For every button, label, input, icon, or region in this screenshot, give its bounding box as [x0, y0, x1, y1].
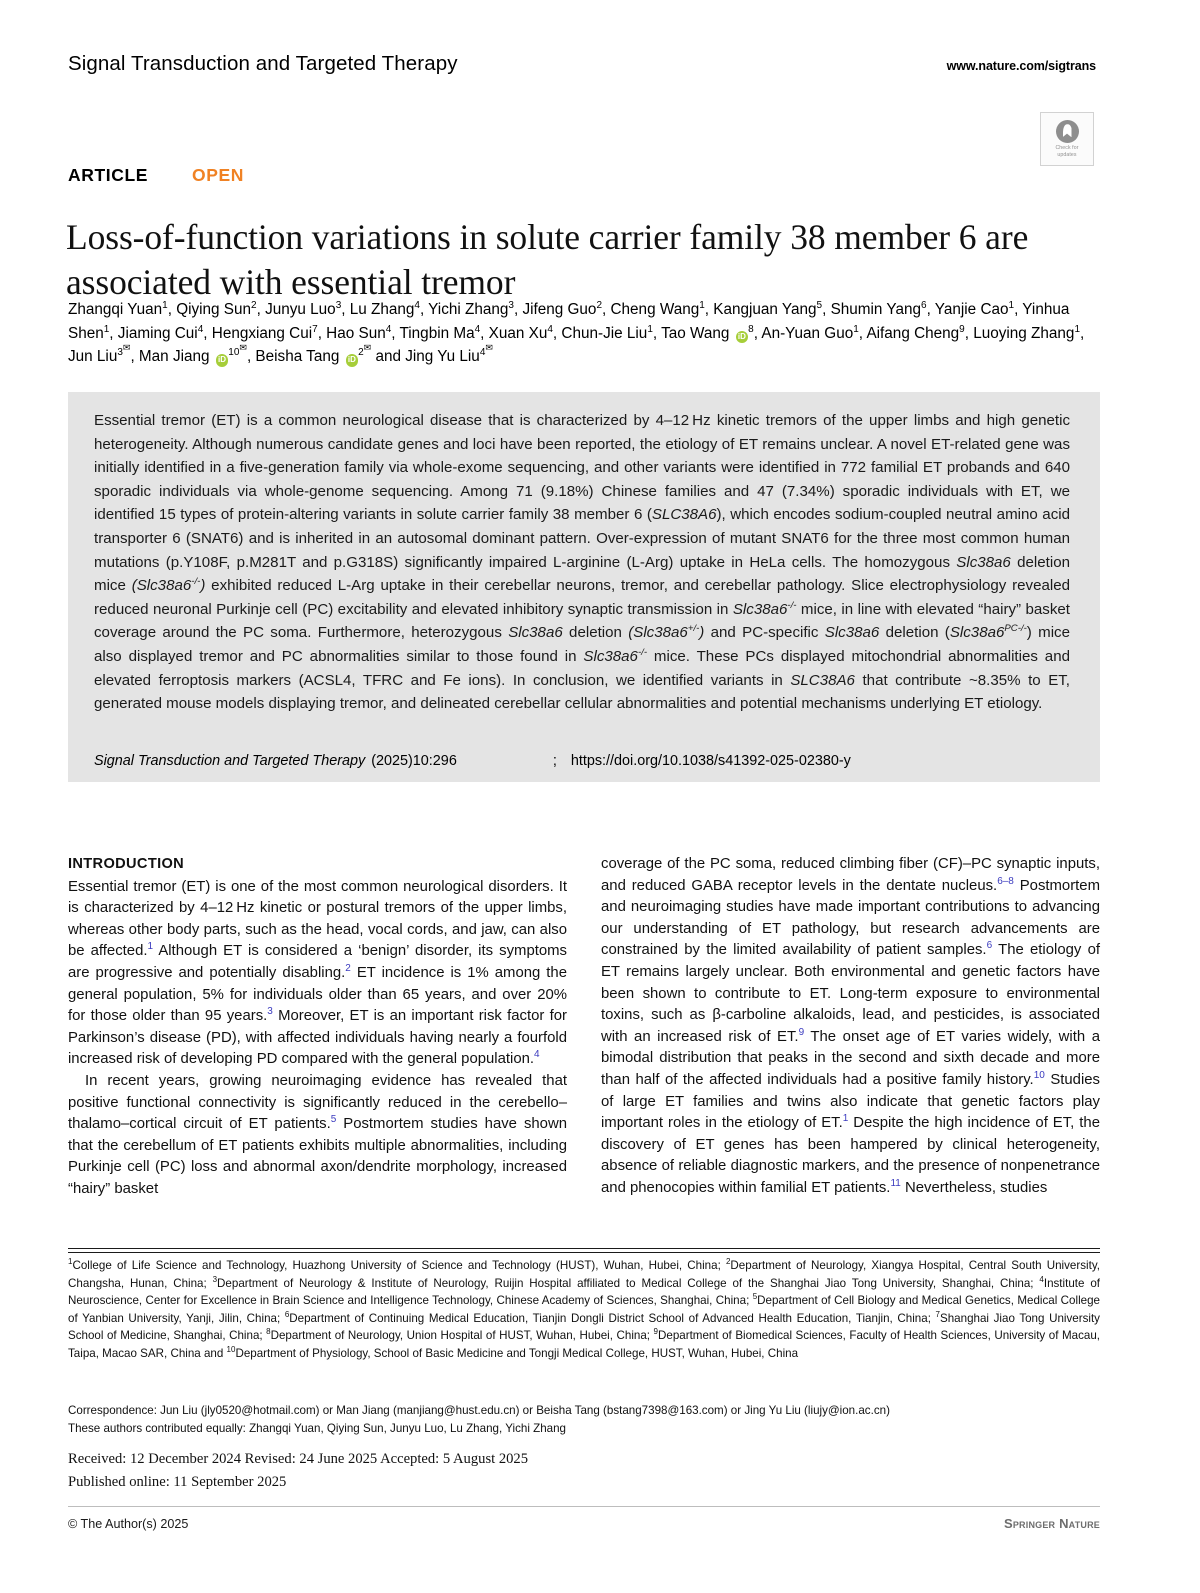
abstract-citation	[94, 753, 1070, 769]
crossmark-label-line1: Check for	[1055, 145, 1079, 152]
published-online-line: Published online: 11 September 2025	[68, 1474, 287, 1490]
journal-url[interactable]: www.nature.com/sigtrans	[946, 59, 1096, 73]
correspondence-block	[68, 1402, 1100, 1437]
body-columns	[68, 854, 1100, 1232]
abstract-text: Essential tremor (ET) is a common neurological disease that is characterized by 4–12 Hz kinetic tremors of the upper limbs and high genetic heterogeneity. Although numerous candidate genes and loci have been reported, the etiology of ET remains unclear. A novel ET-related gene was initially identified in a five-generation family via whole-exome sequencing, and other variants were identified in 772 familial ET probands and 640 sporadic individuals via whole-genome sequencing. Among 71 (9.18%) Chinese families and 47 (7.34%) sporadic individuals with ET, we identified 15 types of protein-altering variants in solute carrier family 38 member 6 (SLC38A6), which encodes sodium-coupled neutral amino acid transporter 6 (SNAT6) and is inherited in an autosomal dominant pattern. Over-expression of mutant SNAT6 for the three most common human mutations (p.Y108F, p.M281T and p.G318S) significantly impaired L-arginine (L-Arg) uptake in HeLa cells. The homozygous Slc38a6 deletion mice (Slc38a6-/-) exhibited reduced L-Arg uptake in their cerebellar neurons, tremor, and cerebellar pathology. Slice electrophysiology revealed reduced neuronal Purkinje cell (PC) excitability and elevated inhibitory synaptic transmission in Slc38a6-/- mice, in line with elevated “hairy” basket coverage around the PC soma. Furthermore, heterozygous Slc38a6 deletion (Slc38a6+/-) and PC-specific Slc38a6 deletion $(Slc38a6^{PC-/-})$ mice also displayed tremor and PC abnormalities similar to those found in Slc38a6-/- mice. These PCs displayed mitochondrial abnormalities and elevated ferroptosis markers (ACSL4, TFRC and Fe ions). In conclusion, we identified variants in SLC38A6 that contribute ~8.35% to ET, generated mouse models displaying tremor, and delineated cerebellar cellular abnormalities and potential mechanisms underlying ET etiology.	[94, 412, 1071, 713]
author-list: Zhangqi Yuan$^1$, Qiying Sun$^2$, Junyu Luo$^3$, Lu Zhang$^4$, Yichi Zhang$^3$, Jifeng Guo$^2$, Cheng Wang$^1$, Kangjuan Yang$^5$, Shumin Yang$^6$, Yanjie Cao$^1$, Yinhua Shen$^1$, Jiaming Cui$^4$, Hengxiang Cui$^7$, Hao Sun$^4$, Tingbin Ma$^4$, Xuan Xu$^4$, Chun-Jie Liu$^1$, Tao Wang $iD^8$, An-Yuan Guo$^1$, Aifang Cheng$^9$, Luoying Zhang$^1$, Jun Liu$^{3✉}$, Man Jiang $iD^{10✉}$, Beisha Tang $iD^{2✉}$ and Jing Yu Liu$^{4✉}$	[68, 299, 1085, 365]
article-type-label: ARTICLE	[68, 165, 149, 185]
intro-paragraph-1: Essential tremor (ET) is one of the most common neurological disorders. It is characterized by 4–12 Hz kinetic or postural tremors of the upper limbs, whereas other body parts, such as the head, vocal cords, and jaw, can also be affected.$^1$ Although ET is considered a ‘benign’ disorder, its symptoms are progressive and potentially disabling.$^2$ ET incidence is 1% among the general population, 5% for individuals older than 65 years, and over 20% for those older than 95 years.$^3$ Moreover, ET is an important risk factor for Parkinson’s disease (PD), with affected individuals having nearly a fourfold increased risk of developing PD compared with the general population.$^4$	[68, 878, 567, 1068]
intro-paragraph-3: coverage of the PC soma, reduced climbing fiber (CF)–PC synaptic inputs, and reduced GABA receptor levels in the dentate nucleus.$^{6-8}$ Postmortem and neuroimaging studies have made important contributions to advancing our understanding of ET pathology, but research advancements are constrained by the limited availability of patient samples.$^6$ The etiology of ET remains largely unclear. Both environmental and genetic factors have been shown to contribute to ET. Long-term exposure to environmental toxins, such as β-carboline alkaloids, lead, and pesticides, is associated with an increased risk of ET.$^9$ The onset age of ET varies widely, with a bimodal distribution that peaks in the second and sixth decade and more than half of the affected individuals had a positive family history.$^{10}$ Studies of large ET families and twins also indicate that genetic factors play important roles in the etiology of ET.$^1$ Despite the high incidence of ET, the discovery of ET genes has been hampered by clinical heterogeneity, absence of reliable diagnostic markers, and the presence of nonpenetrance and phenocopies within familial ET patients.$^{11}$ Nevertheless, studies	[601, 856, 1100, 1196]
open-access-badge: OPEN	[192, 165, 245, 185]
page-title: Loss-of-function variations in solute carrier family 38 member 6 are associated with essential tremor	[66, 216, 1029, 302]
section-heading-introduction: INTRODUCTION	[68, 856, 185, 872]
equal-contribution-line: These authors contributed equally: Zhangqi Yuan, Qiying Sun, Junyu Luo, Lu Zhang, Yichi Zhang	[68, 1421, 567, 1435]
column-right	[601, 854, 1100, 1232]
crossmark-label-line2: updates	[1057, 151, 1077, 158]
correspondence-line[interactable]: Correspondence: Jun Liu (jly0520@hotmail.com) or Man Jiang (manjiang@hust.edu.cn) or Beisha Tang (bstang7398@163.com) or Jing Yu Liu (liujy@ion.ac.cn)	[68, 1404, 890, 1417]
citation-journal: Signal Transduction and Targeted Therapy	[94, 753, 366, 769]
page-footer	[68, 1516, 1100, 1531]
footnote-divider	[68, 1248, 1100, 1253]
article-type-row	[68, 165, 244, 186]
citation-separator: ;	[552, 753, 557, 769]
journal-name: Signal Transduction and Targeted Therapy	[68, 52, 458, 75]
crossmark-icon	[1056, 120, 1079, 143]
running-head	[68, 52, 1096, 76]
copyright-notice: © The Author(s) 2025	[68, 1517, 189, 1531]
citation-volume: (2025)10:296	[371, 753, 457, 769]
affiliations-block: $^1$College of Life Science and Technology, Huazhong University of Science and Technology (HUST), Wuhan, Hubei, China; $^2$Department of Neurology, Xiangya Hospital, Central South University, Changsha, Hunan, China; $^3$Department of Neurology & Institute of Neurology, Ruijin Hospital affiliated to Medical College of the Shanghai Jiao Tong University, Shanghai, China; $^4$Institute of Neuroscience, Center for Excellence in Brain Science and Intelligence Technology, Chinese Academy of Sciences, Shanghai, China; $^5$Department of Cell Biology and Medical Genetics, Medical College of Yanbian University, Yanji, Jilin, China; $^6$Department of Continuing Medical Education, Tianjin Dongli District School of Advanced Health Education, Tianjin, China; $^7$Shanghai Jiao Tong University School of Medicine, Shanghai, China; $^8$Department of Neurology, Union Hospital of HUST, Wuhan, Hubei, China; $^9$Department of Biomedical Sciences, Faculty of Health Sciences, University of Macau, Taipa, Macao SAR, China and $^{10}$Department of Physiology, School of Basic Medicine and Tongji Medical College, HUST, Wuhan, Hubei, China	[68, 1257, 1100, 1360]
citation-doi-link[interactable]: https://doi.org/10.1038/s41392-025-02380-y	[570, 753, 851, 769]
abstract-box	[68, 392, 1100, 782]
footer-divider	[68, 1506, 1100, 1507]
crossmark-badge[interactable]	[1040, 112, 1094, 166]
publisher-logo: Springer Nature	[1003, 1516, 1100, 1531]
intro-paragraph-2: In recent years, growing neuroimaging evidence has revealed that positive functional connectivity is significantly reduced in the cerebello–thalamo–cortical circuit of ET patients.$^5$ Postmortem studies have shown that the cerebellum of ET patients exhibits multiple abnormalities, including Purkinje cell (PC) loss and abnormal axon/dendrite morphology, increased “hairy” basket	[68, 1072, 567, 1197]
column-left	[68, 854, 567, 1232]
publication-dates	[68, 1448, 1100, 1494]
received-revised-accepted-line: Received: 12 December 2024 Revised: 24 June 2025 Accepted: 5 August 2025	[68, 1451, 529, 1467]
